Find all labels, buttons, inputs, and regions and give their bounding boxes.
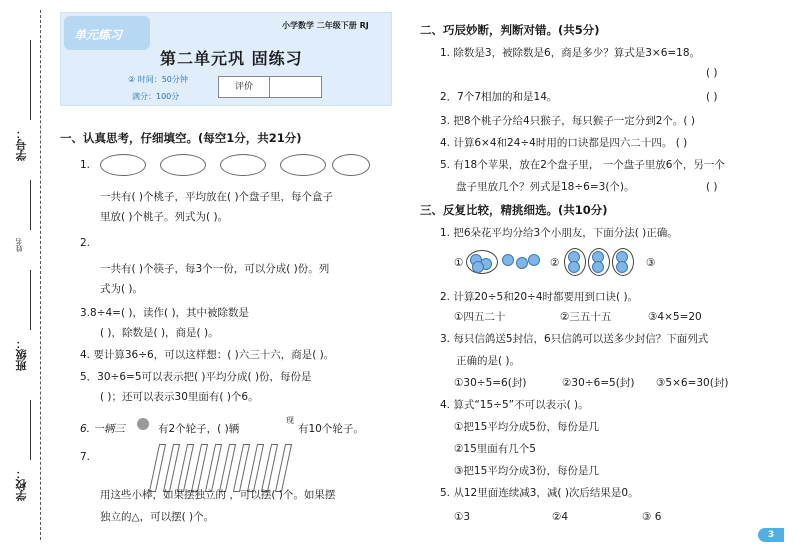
page-number: 3	[758, 528, 784, 542]
j5-line2: 盘子里放几个？列式是18÷6=3(个)。	[456, 181, 635, 193]
q6-start: 6. 一辆三	[80, 423, 125, 435]
q3-line1: 3.8÷4=( )，读作( )，其中被除数是	[80, 307, 250, 319]
name-line	[30, 180, 31, 230]
c2-option1: ①四五二十	[454, 311, 506, 323]
c4-option1: ①把15平均分成5份，每份是几	[454, 421, 599, 433]
badge-text: 单元练习	[74, 28, 123, 42]
c4-option2: ②15里面有几个5	[454, 443, 536, 455]
q6-middle: 有2个轮子，( )辆	[158, 423, 240, 435]
c1-option2-label: ②	[550, 257, 560, 269]
q1-line1: 一共有( )个桃子，平均放在( )个盘子里，每个盒子	[100, 191, 334, 203]
c4-text: 4. 算式“15÷5”不可以表示( )。	[440, 399, 589, 411]
book-info: 小学数学 二年级下册 RJ	[282, 21, 369, 30]
student-id-line	[30, 40, 31, 120]
c3-line1: 3. 每只信鸽送5封信，6只信鸽可以送多少封信？下面列式	[440, 333, 709, 345]
class-label: 班级：	[15, 338, 28, 371]
q6-small: 现	[286, 416, 294, 425]
c4-option3: ③把15平均分成3份，每份是几	[454, 465, 599, 477]
school-line	[30, 400, 31, 460]
c5-option1: ①3	[454, 511, 471, 523]
c2-option3: ③4×5=20	[648, 311, 702, 323]
page-title: 第二单元巩 固练习	[160, 49, 303, 68]
q5-line2: ( )；还可以表示30里面有( )个6。	[100, 391, 259, 403]
q1-line2: 里放( )个桃子。列式为( )。	[100, 211, 229, 223]
time-info: ② 时间：50分钟	[128, 75, 188, 84]
flower-icon	[568, 261, 580, 273]
c2-option2: ②三五十五	[560, 311, 612, 323]
plate-icon	[332, 154, 370, 176]
plate-icon	[100, 154, 146, 176]
q1-number: 1.	[80, 159, 91, 171]
section1-heading: 一、认真思考，仔细填空。(每空1分，共21分)	[60, 131, 302, 145]
j2-paren: ( )	[706, 91, 718, 103]
c1-option3-label: ③	[646, 257, 656, 269]
c1-option1-label: ①	[454, 257, 464, 269]
c5-option2: ②4	[552, 511, 569, 523]
q6-end: 有10个轮子。	[298, 423, 364, 435]
full-score-info: 满分：100分	[132, 92, 180, 101]
c1-option2-figure	[564, 248, 638, 274]
plate-icon	[280, 154, 326, 176]
j1-paren: ( )	[706, 67, 718, 79]
c3-option2: ②30÷6=5(封)	[562, 377, 635, 389]
c1-option1-figure	[466, 248, 542, 274]
c3-option3: ③5×6=30(封)	[656, 377, 729, 389]
sticks-figure	[150, 444, 310, 494]
plate-icon	[220, 154, 266, 176]
score-label: 评价	[219, 77, 270, 97]
q2-line1: 一共有( )个筷子，每3个一份，可以分成( )份。列	[100, 263, 330, 275]
peach-plates-figure	[100, 150, 370, 180]
flower-icon	[502, 254, 514, 266]
q7-line2: 独立的△，可以摆( )个。	[100, 511, 215, 523]
q7-line1: 用这些小棒，如果摆独立的 ，可以摆( )个。如果摆	[100, 489, 336, 501]
c5-option3: ③ 6	[642, 511, 662, 523]
c5-text: 5. 从12里面连续减3，减( )次后结果是0。	[440, 487, 639, 499]
section3-heading: 三、反复比较，精挑细选。(共10分)	[420, 203, 608, 217]
flower-icon	[616, 261, 628, 273]
section2-heading: 二、巧辰妙断，判断对错。(共5分)	[420, 23, 600, 37]
score-box	[218, 76, 322, 98]
tricycle-icon	[137, 418, 149, 430]
j2-text: 2．7个7相加的和是14。	[440, 91, 558, 103]
q2-line2: 式为( )。	[100, 283, 144, 295]
stick-icon	[275, 444, 292, 492]
j4-text: 4. 计算6×4和24÷4时用的口诀都是四六二十四。 ( )	[440, 137, 688, 149]
q5-line1: 5．30÷6=5可以表示把( )平均分成( )份，每份是	[80, 371, 312, 383]
flower-icon	[516, 257, 528, 269]
c1-text: 1. 把6朵花平均分给3个小朋友，下面分法( )正确。	[440, 227, 678, 239]
name-label: 姓名	[15, 238, 23, 252]
q2-number: 2.	[80, 237, 91, 249]
c2-text: 2. 计算20÷5和20÷4时都要用到口诀( )。	[440, 291, 639, 303]
q3-line2: ( )，除数是( )，商是( )。	[100, 327, 219, 339]
j3-text: 3. 把8个桃子分给4只猴子，每只猴子一定分到2个。( )	[440, 115, 695, 127]
j1-text: 1. 除数是3，被除数是6，商是多少？算式是3×6=18。	[440, 47, 701, 59]
q7-number: 7.	[80, 451, 91, 463]
school-label: 学校：	[15, 468, 28, 501]
flower-icon	[592, 261, 604, 273]
binding-strip	[0, 0, 52, 550]
flower-icon	[472, 261, 484, 273]
q4-text: 4. 要计算36÷6，可以这样想：( )六三十六，商是( )。	[80, 349, 335, 361]
plate-icon	[160, 154, 206, 176]
j5-paren: ( )	[706, 181, 718, 193]
student-id-label: 学号：	[15, 128, 28, 161]
cut-line	[40, 10, 41, 540]
c3-option1: ①30÷5=6(封)	[454, 377, 527, 389]
flower-icon	[528, 254, 540, 266]
j5-line1: 5. 有18个苹果，放在2个盘子里， 一个盘子里放6个，另一个	[440, 159, 725, 171]
class-line	[30, 270, 31, 330]
c3-line2: 正确的是( )。	[456, 355, 521, 367]
